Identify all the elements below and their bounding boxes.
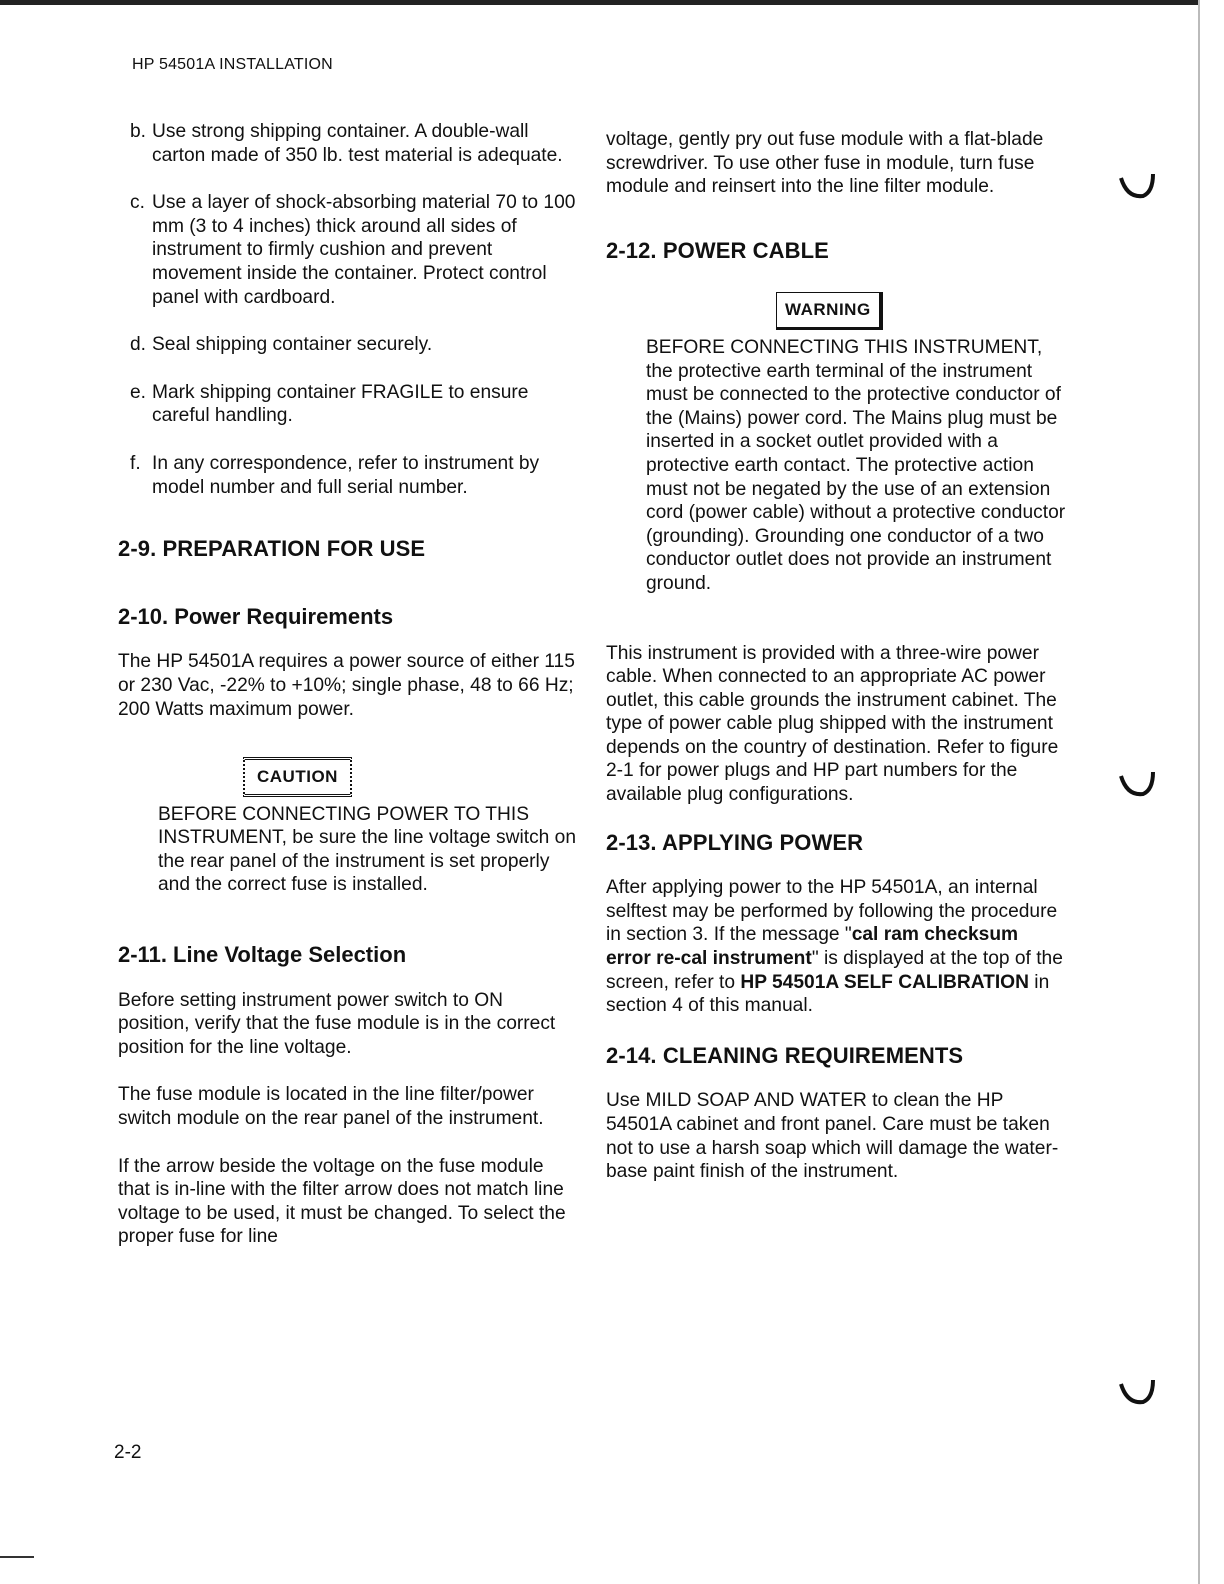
list-item-text: Use a layer of shock-absorbing material 70 to 100 mm (3 to 4 inches) thick around all sides of instrument to firmly cushion and prevent movement inside the container. Protect control panel with cardboard. (152, 192, 576, 308)
text-run: in section 4 of this manual. (606, 971, 1050, 1017)
list-item (118, 120, 578, 167)
section-heading-2-13: 2-13. APPLYING POWER (606, 829, 864, 855)
list-item (118, 333, 578, 357)
list-marker: b. (130, 121, 147, 142)
list-item (118, 381, 578, 428)
caution-notice (118, 757, 578, 897)
warning-label: WARNING (776, 292, 883, 330)
list-item-text: Use strong shipping container. A double-wall carton made of 350 lb. test material is adequate. (152, 121, 563, 166)
list-item (118, 452, 578, 499)
section-heading-2-11: 2-11. Line Voltage Selection (118, 942, 407, 968)
right-column (606, 128, 1066, 1208)
paragraph: Before setting instrument power switch to ON position, verify that the fuse module is in the correct position for the line voltage. (118, 989, 556, 1058)
caution-label: CAUTION (243, 757, 352, 797)
section-heading-2-9: 2-9. PREPARATION FOR USE (118, 536, 426, 562)
list-marker: e. (130, 381, 147, 403)
top-rule (0, 0, 1200, 5)
page-edge (1198, 0, 1200, 1584)
power-cable-text: This instrument is provided with a three-wire power cable. When connected to an appropriate AC power outlet, this cable grounds the instrument cabinet. The type of power cable plug shipped with the instrument depends on the country of destination. Refer to figure 2-1 for power plugs and HP part numbers for the available plug configurations. (606, 642, 1059, 806)
text-run: After applying power to the HP 54501A, an internal selftest may be performed by following the procedure in section 3. If the message " (606, 877, 1058, 946)
paragraph: If the arrow beside the voltage on the fuse module that is in-line with the filter arrow does not match line voltage to be used, it must be changed. To select the proper fuse for line (118, 1155, 566, 1248)
running-header: HP 54501A INSTALLATION (132, 56, 333, 73)
paragraph: The fuse module is located in the line filter/power switch module on the rear panel of the instrument. (118, 1084, 544, 1130)
caution-text: BEFORE CONNECTING POWER TO THIS INSTRUMENT, be sure the line voltage switch on the rear panel of the instrument is set properly and the correct fuse is installed. (158, 803, 577, 896)
left-column (118, 120, 578, 1273)
list-item-text: Mark shipping container FRAGILE to ensure careful handling. (152, 381, 529, 427)
binder-hole-icon (1117, 1376, 1157, 1406)
section-heading-2-14: 2-14. CLEANING REQUIREMENTS (606, 1042, 964, 1068)
error-message: cal ram checksum error re-cal instrument (606, 924, 1019, 970)
applying-power-text (606, 876, 1066, 1018)
cleaning-text: Use MILD SOAP AND WATER to clean the HP 54501A cabinet and front panel. Care must be taken not to use a harsh soap which will damage the water-base paint finish of the instrument. (606, 1090, 1059, 1183)
list-item-text: Seal shipping container securely. (152, 334, 433, 356)
text-run: " is displayed at the top of the screen, refer to (606, 948, 1063, 993)
page-number: 2-2 (114, 1442, 142, 1463)
cross-reference: HP 54501A SELF CALIBRATION (740, 971, 1029, 993)
list-marker: f. (130, 452, 141, 474)
list-item-text: In any correspondence, refer to instrument by model number and full serial number. (152, 452, 540, 498)
section-heading-2-10: 2-10. Power Requirements (118, 603, 394, 629)
binder-hole-icon (1117, 768, 1157, 798)
list-item (118, 191, 578, 309)
list-marker: c. (130, 192, 145, 214)
binder-hole-icon (1117, 170, 1157, 200)
section-heading-2-12: 2-12. POWER CABLE (606, 237, 829, 263)
continuation-text: voltage, gently pry out fuse module with a flat-blade screwdriver. To use other fuse in module, turn fuse module and reinsert into the line filter module. (606, 129, 1044, 198)
bottom-mark (0, 1556, 34, 1558)
warning-text: BEFORE CONNECTING THIS INSTRUMENT, the protective earth terminal of the instrument must be connected to the protective conductor of the (Mains) power cord. The Mains plug must be inserted in a socket outlet provided with a protective earth contact. The protective action must not be negated by the use of an extension cord (power cable) without a protective conductor (grounding). Grounding one conductor of a two conductor outlet does not provide an instrument ground. (646, 336, 1066, 594)
list-marker: d. (130, 334, 147, 356)
warning-notice (606, 292, 1066, 595)
power-requirements-text: The HP 54501A requires a power source of either 115 or 230 Vac, -22% to +10%; single phase, 48 to 66 Hz; 200 Watts maximum power. (118, 651, 575, 720)
